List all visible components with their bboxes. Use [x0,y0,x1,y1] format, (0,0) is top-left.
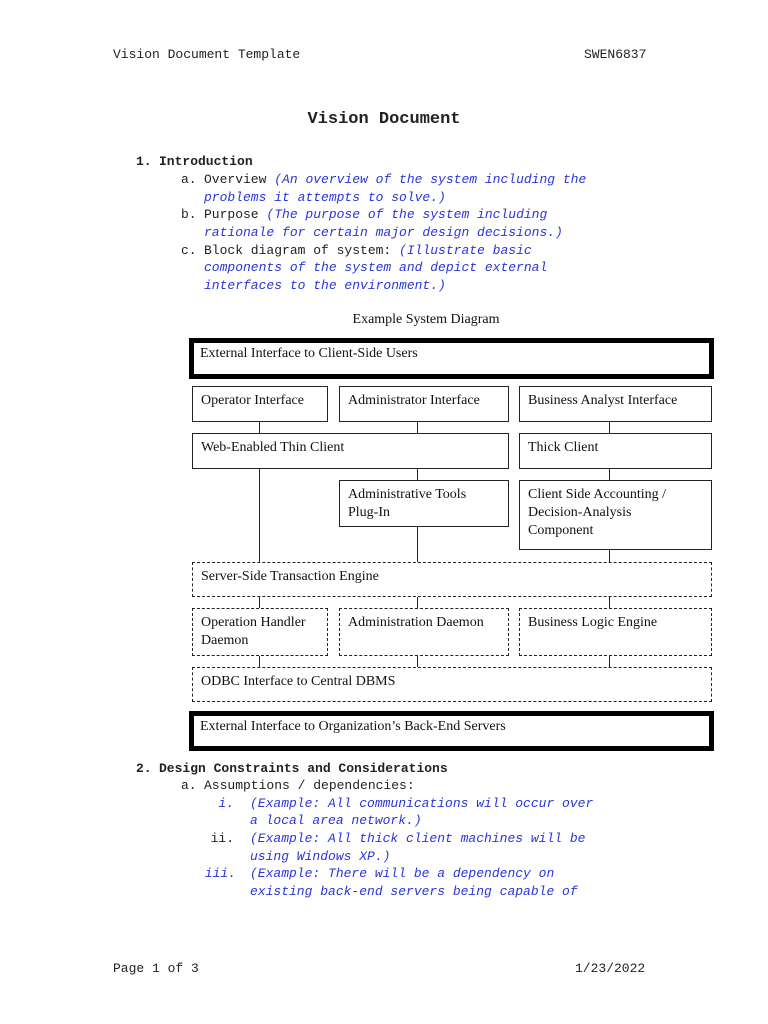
assumption-text: a local area network.) [250,813,422,828]
list-item-label: Purpose (The purpose of the system including [204,207,548,222]
connector-line [417,596,418,608]
connector-line [417,526,418,562]
section-number: 1. [136,154,152,169]
list-item-label: Assumptions / dependencies: [204,778,415,793]
list-item-desc: rationale for certain major design decisions.) [204,225,563,240]
transaction-engine-box: Server-Side Transaction Engine [192,562,712,597]
operator-interface-box: Operator Interface [192,386,328,422]
admin-tools-plugin-box: Administrative Tools Plug-In [339,480,509,527]
section-heading: Design Constraints and Considerations [159,761,448,776]
thick-client-box: Thick Client [519,433,712,469]
footer-date: 1/23/2022 [575,961,646,976]
administration-daemon-box: Administration Daemon [339,608,509,656]
connector-line [609,468,610,480]
connector-line [259,421,260,433]
connector-line [609,655,610,667]
diagram-caption: Example System Diagram [352,312,500,327]
odbc-interface-box: ODBC Interface to Central DBMS [192,667,712,702]
connector-line [609,421,610,433]
section-number: 2. [136,761,152,776]
assumption-text: (Example: All communications will occur over [250,796,594,811]
connector-line [609,596,610,608]
connector-line [259,468,260,562]
connector-line [417,468,418,480]
list-marker: b. [181,207,197,222]
connector-line [259,596,260,608]
section-heading: Introduction [159,154,253,169]
web-thin-client-box: Web-Enabled Thin Client [192,433,509,469]
assumption-text: using Windows XP.) [250,849,391,864]
connector-line [417,655,418,667]
external-users-box: External Interface to Client-Side Users [189,338,714,379]
connector-line [609,549,610,562]
business-logic-engine-box: Business Logic Engine [519,608,712,656]
assumption-text: (Example: All thick client machines will be [250,831,586,846]
roman-marker: ii. [210,831,234,846]
connector-line [259,655,260,667]
business-analyst-interface-box: Business Analyst Interface [519,386,712,422]
backend-servers-box: External Interface to Organization’s Back-End Servers [189,711,714,751]
header-doc-name: Vision Document Template [113,47,301,62]
administrator-interface-box: Administrator Interface [339,386,509,422]
footer-page-number: Page 1 of 3 [113,961,199,976]
roman-marker: i. [218,796,234,811]
list-item-desc: interfaces to the environment.) [204,278,446,293]
list-item-desc: problems it attempts to solve.) [204,190,446,205]
list-item-label: Block diagram of system: (Illustrate basic [204,243,532,258]
roman-marker: iii. [204,866,236,881]
list-item-desc: components of the system and depict external [204,260,548,275]
connector-line [417,421,418,433]
accounting-component-box: Client Side Accounting / Decision-Analysis Component [519,480,712,550]
header-course-code: SWEN6837 [584,47,647,62]
assumption-text: existing back-end servers being capable of [250,884,578,899]
page-title: Vision Document [307,110,461,129]
list-item-label: Overview (An overview of the system including the [204,172,587,187]
operation-handler-daemon-box: Operation Handler Daemon [192,608,328,656]
list-marker: c. [181,243,197,258]
list-marker: a. [181,172,197,187]
list-marker: a. [181,778,197,793]
assumption-text: (Example: There will be a dependency on [250,866,555,881]
